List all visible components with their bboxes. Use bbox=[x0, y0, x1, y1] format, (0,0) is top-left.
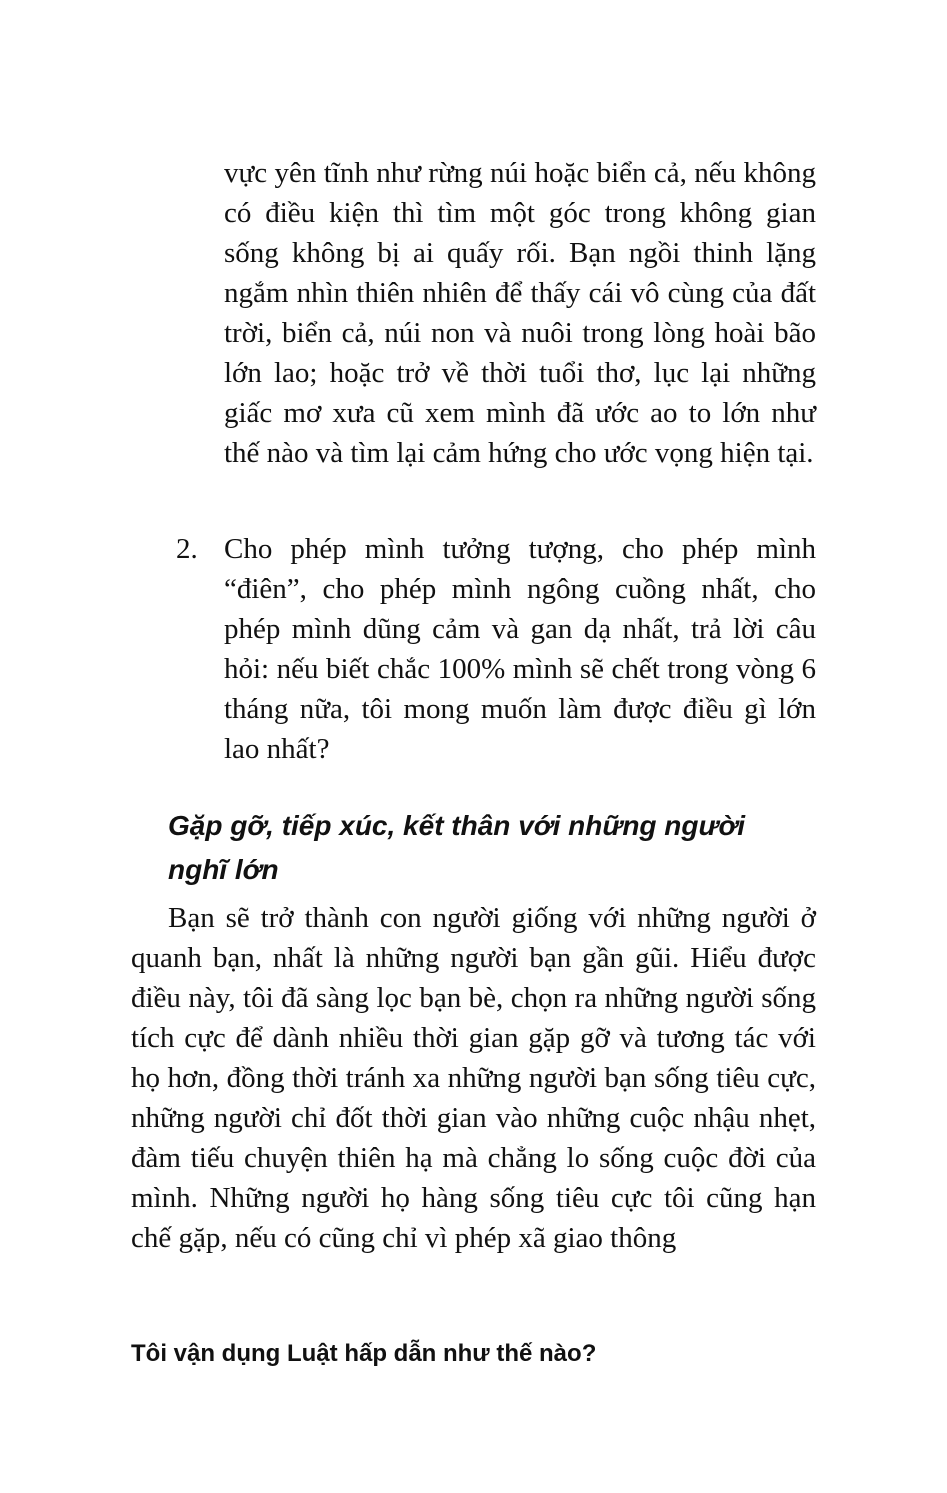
continuation-paragraph: vực yên tĩnh như rừng núi hoặc biển cả, nếu không có điều kiện thì tìm một góc trong không gian sống không bị ai quấy rối. Bạn ngồi thinh lặng ngắm nhìn thiên nhiên để thấy cái vô cùng của đất trời, biển cả, núi non và nuôi trong lòng hoài bão lớn lao; hoặc trở về thời tuổi thơ, lục lại những giấc mơ xưa cũ xem mình đã ước ao to lớn như thế nào và tìm lại cảm hứng cho ước vọng hiện tại. bbox=[224, 157, 816, 469]
list-item-text: Cho phép mình tưởng tượng, cho phép mình “điên”, cho phép mình ngông cuồng nhất, cho phép mình dũng cảm và gan dạ nhất, trả lời câu hỏi: nếu biết chắc 100% mình sẽ chết trong vòng 6 tháng nữa, tôi mong muốn làm được điều gì lớn lao nhất? bbox=[224, 533, 816, 765]
list-item-number: 2. bbox=[176, 533, 198, 565]
running-footer: Tôi vận dụng Luật hấp dẫn như thế nào? bbox=[131, 1340, 597, 1367]
section-paragraph: Bạn sẽ trở thành con người giống với những người ở quanh bạn, nhất là những người bạn gần gũi. Hiểu được điều này, tôi đã sàng lọc bạn bè, chọn ra những người sống tích cực để dành nhiều thời gian gặp gỡ và tương tác với họ hơn, đồng thời tránh xa những người bạn sống tiêu cực, những người chỉ đốt thời gian vào những cuộc nhậu nhẹt, đàm tiếu chuyện thiên hạ mà chẳng lo sống cuộc đời của mình. Những người họ hàng sống tiêu cực tôi cũng hạn chế gặp, nếu có cũng chỉ vì phép xã giao thông bbox=[131, 902, 816, 1254]
list-item bbox=[176, 529, 816, 769]
section-heading: Gặp gỡ, tiếp xúc, kết thân với những người nghĩ lớn bbox=[168, 810, 746, 885]
